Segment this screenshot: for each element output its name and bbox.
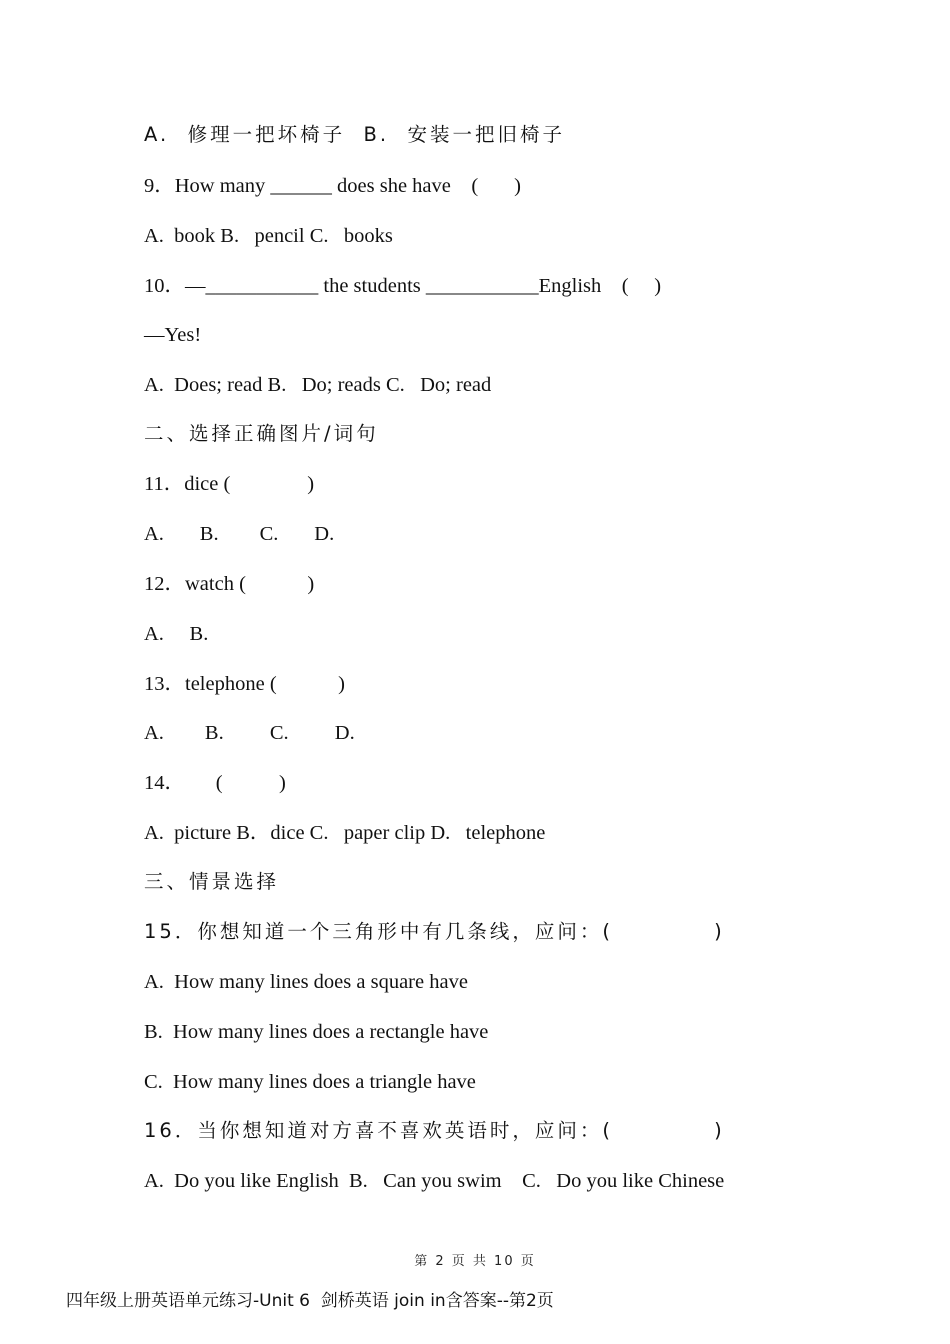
q15-question: 15．你想知道一个三角形中有几条线，应问：( ): [144, 920, 725, 943]
q10-options: A. Does; read B. Do; reads C. Do; read: [144, 374, 492, 396]
q10-answer-line: —Yes!: [144, 324, 202, 346]
q15-option-a: A. How many lines does a square have: [144, 971, 468, 993]
q12-options: A. B.: [144, 623, 209, 645]
q13-question: 13．telephone ( ): [144, 673, 345, 695]
q9-options: A. book B. pencil C. books: [144, 225, 393, 247]
q9-question: 9．How many ______ does she have ( ): [144, 175, 521, 197]
q15-option-c: C. How many lines does a triangle have: [144, 1071, 476, 1093]
section-2-heading: 二、选择正确图片/词句: [144, 422, 379, 445]
q16-question: 16．当你想知道对方喜不喜欢英语时，应问：( ): [144, 1119, 725, 1142]
q13-options: A. B. C. D.: [144, 722, 355, 744]
q15-option-b: B. How many lines does a rectangle have: [144, 1021, 489, 1043]
page-number: 第 2 页 共 10 页: [414, 1254, 536, 1269]
q14-question: 14． ( ): [144, 772, 286, 794]
q12-question: 12．watch ( ): [144, 573, 315, 595]
section-3-heading: 三、情景选择: [144, 870, 280, 893]
q16-options: A. Do you like English B. Can you swim C. Do you like Chinese: [144, 1170, 725, 1192]
q10-question: 10．—___________ the students ___________English ( ): [144, 275, 662, 297]
q14-options: A. picture B．dice C. paper clip D. telephone: [144, 822, 546, 844]
document-title: 四年级上册英语单元练习-Unit 6 剑桥英语 join in含答案--第2页: [66, 1291, 554, 1311]
q11-question: 11．dice ( ): [144, 473, 315, 495]
q11-options: A. B. C. D.: [144, 523, 335, 545]
q8-options: A. 修理一把坏椅子 B. 安装一把旧椅子: [144, 123, 565, 146]
